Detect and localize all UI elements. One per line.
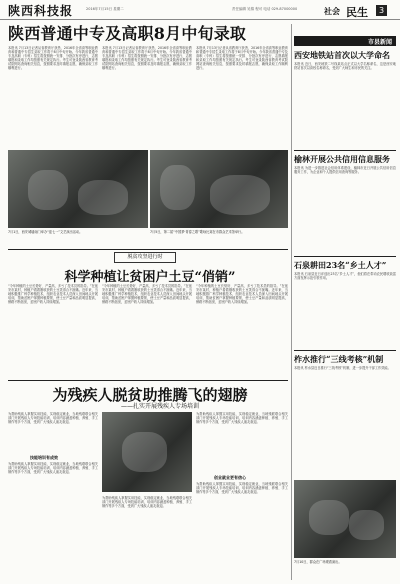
- sidebar-tag: [294, 36, 396, 46]
- sidebar-item-body: 本报讯 柞水县近日推行“三线考核”机制，进一步提升干部工作效能。: [294, 366, 391, 370]
- sidebar-item-title: 石泉耕田23名“乡土人才”: [294, 260, 387, 270]
- story3-body-col2: 为帮助残疾人掌握实用技能，实现稳定就业，当地残联联合相关部门开展残疾人专场技能培训，培训内容涵盖种植、养殖、手工制作等多个方面，受到广大残疾人朋友欢迎。: [102, 496, 192, 509]
- sidebar-item-title: 西安地铁站首次以大学命名: [294, 50, 390, 60]
- editor-info: 责任编辑 吴锦 程可 电话 029-87000000: [232, 7, 298, 11]
- lead-body-col3: 本报讯 7月13日记者从省教育厅获悉，2016年全省高等职业教育和普通中专招生录取工作将于8月中旬开始。今年我省普通中专及高职（专科）招生将按照统一安排、分批次有序进行，志愿填报和录取工作均按照有关规定执行。考生可登录陕西省教育考试院网站查询相关信息，按照要求及时填报志愿，确保录取工作顺利进行。: [196, 46, 288, 71]
- sidebar-photo: [294, 480, 396, 558]
- sidebar-item-title: 榆林开展公共信用信息服务: [294, 154, 390, 164]
- sidebar-item-body: 本报讯 石泉县近日评选出23名“乡土人才”，他们将在带动农民增收致富方面发挥示范引领作用。: [294, 272, 396, 281]
- lead-photo-2-caption: 7月5日，第二届“中国梦·青春之歌”歌咏比赛在市群众艺术馆举行。: [150, 230, 245, 234]
- section-label-a: 社会: [324, 7, 340, 16]
- section-label-b: 民生: [346, 6, 368, 19]
- story3-body-col3: 为帮助残疾人掌握实用技能，实现稳定就业，当地残联联合相关部门开展残疾人专场技能培训，培训内容涵盖种植、养殖、手工制作等多个方面，受到广大残疾人朋友欢迎。: [196, 412, 288, 425]
- sidebar-tag-label: 市县新闻: [367, 39, 392, 46]
- masthead: [0, 0, 400, 20]
- story3-subhead: ——扎实开展残疾人专场培训: [120, 403, 199, 410]
- lead-photo-1: [8, 150, 148, 228]
- issue-date: 2016年7月15日 星期二: [86, 7, 124, 11]
- column-divider: [291, 24, 292, 580]
- story3-subhead-b: 创业就业更有信心: [214, 475, 246, 480]
- story2-body-col1: “今年种植的土豆长势好、产量高，多亏了技术员的指导。”在延安市某村，种植户看着刚收获的土豆笑得合不拢嘴。近年来，当地积极推广科学种植技术，组织农业技术人员深入田间地头开展培训，帮助贫困户掌握种植要领，使土豆产量和品质明显提高，销路不断拓宽，贫困户收入持续增加。: [8, 284, 98, 305]
- sidebar-item-body: 本报讯 为进一步推进社会信用体系建设，榆林市近日开展公共信用信息服务工作，为企业和个人提供信用查询等服务。: [294, 166, 396, 175]
- divider: [8, 249, 288, 250]
- story2-headline: 科学种植让贫困户土豆“俏销”: [64, 270, 236, 285]
- divider: [294, 150, 396, 151]
- divider: [8, 380, 288, 381]
- divider: [294, 350, 396, 351]
- lead-headline: 陕西普通中专及高职8月中旬录取: [8, 24, 247, 43]
- lead-body-col1: 本报讯 7月13日记者从省教育厅获悉，2016年全省高等职业教育和普通中专招生录取工作将于8月中旬开始。今年我省普通中专及高职（专科）招生将按照统一安排、分批次有序进行，志愿填报和录取工作均按照有关规定执行。考生可登录陕西省教育考试院网站查询相关信息，按照要求及时填报志愿，确保录取工作顺利进行。: [8, 46, 98, 71]
- story3-subhead-a: 技能培训有成效: [30, 455, 58, 460]
- sidebar-item-title: 柞水推行“三线考核”机制: [294, 354, 384, 364]
- newspaper-brand: 陕西科技报: [8, 4, 74, 18]
- story2-box-label: 脱贫攻坚进行时: [114, 252, 176, 263]
- story3-headline: 为残疾人脱贫助推腾飞的翅膀: [52, 386, 248, 404]
- story3-body-col3b: 为帮助残疾人掌握实用技能，实现稳定就业，当地残联联合相关部门开展残疾人专场技能培训，培训内容涵盖种植、养殖、手工制作等多个方面，受到广大残疾人朋友欢迎。: [196, 482, 288, 495]
- story2-body-col3: “今年种植的土豆长势好、产量高，多亏了技术员的指导。”在延安市某村，种植户看着刚收获的土豆笑得合不拢嘴。近年来，当地积极推广科学种植技术，组织农业技术人员深入田间地头开展培训，帮助贫困户掌握种植要领，使土豆产量和品质明显提高，销路不断拓宽，贫困户收入持续增加。: [196, 284, 288, 305]
- sidebar-item-body: 本报讯 近日，西安地铁二号线某站点正式以大学名称命名，这是西安地铁站首次以高校名称命名，受到广大师生和市民的关注。: [294, 62, 396, 71]
- lead-body-col2: 本报讯 7月13日记者从省教育厅获悉，2016年全省高等职业教育和普通中专招生录取工作将于8月中旬开始。今年我省普通中专及高职（专科）招生将按照统一安排、分批次有序进行，志愿填报和录取工作均按照有关规定执行。考生可登录陕西省教育考试院网站查询相关信息，按照要求及时填报志愿，确保录取工作顺利进行。: [102, 46, 192, 71]
- lead-photo-2: [150, 150, 288, 228]
- section-label: [324, 4, 396, 17]
- story3-body-col1: 为帮助残疾人掌握实用技能，实现稳定就业，当地残联联合相关部门开展残疾人专场技能培训，培训内容涵盖种植、养殖、手工制作等多个方面，受到广大残疾人朋友欢迎。: [8, 412, 98, 425]
- story2-body-col2: “今年种植的土豆长势好、产量高，多亏了技术员的指导。”在延安市某村，种植户看着刚收获的土豆笑得合不拢嘴。近年来，当地积极推广科学种植技术，组织农业技术人员深入田间地头开展培训，帮助贫困户掌握种植要领，使土豆产量和品质明显提高，销路不断拓宽，贫困户收入持续增加。: [102, 284, 192, 305]
- story3-photo: [102, 412, 192, 492]
- page-number: 3: [376, 5, 387, 16]
- story3-body-col1b: 为帮助残疾人掌握实用技能，实现稳定就业，当地残联联合相关部门开展残疾人专场技能培训，培训内容涵盖种植、养殖、手工制作等多个方面，受到广大残疾人朋友欢迎。: [8, 462, 98, 475]
- sidebar-photo-caption: 7月10日，群众在广场观看演出。: [294, 560, 342, 564]
- divider: [294, 256, 396, 257]
- lead-photo-1-caption: 7月1日，西安城墙南门举办“迎七一”文艺演出活动。: [8, 230, 83, 234]
